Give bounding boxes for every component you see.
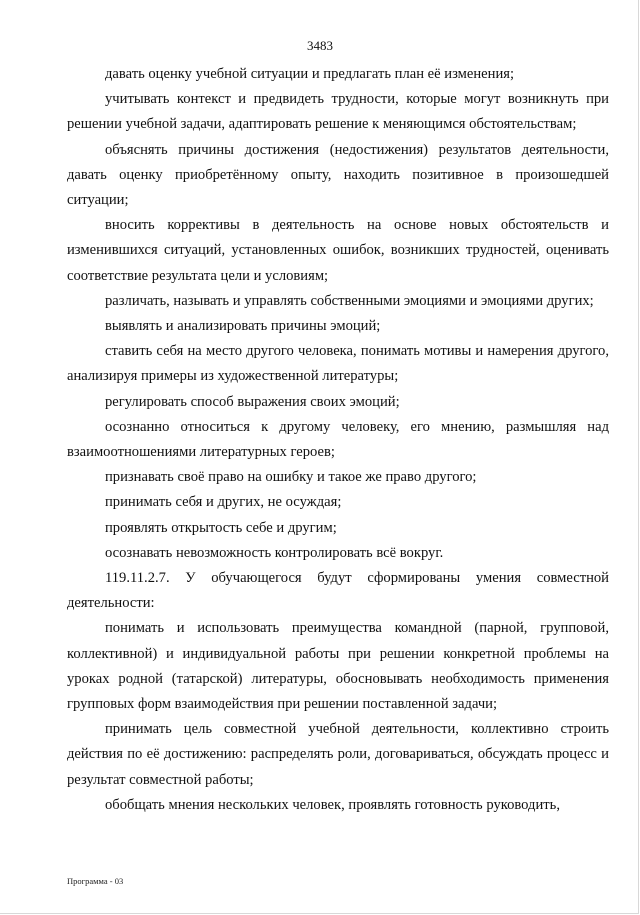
paragraph-10: признавать своё право на ошибку и такое же право другого; xyxy=(105,469,477,486)
paragraph-7: ставить себя на место другого человека, понимать мотивы и намерения другого, анализируя примеры из художественной литературы; xyxy=(67,343,609,385)
paragraph-11: принимать себя и других, не осуждая; xyxy=(105,494,342,511)
paragraph-16: принимать цель совместной учебной деятельности, коллективно строить действия по её достижению: распределять роли, договариваться, обсуждать процесс и результат совместной работы; xyxy=(67,721,609,788)
paragraph-3: объяснять причины достижения (недостижения) результатов деятельности, давать оценку приобретённому опыту, находить позитивное в произошедшей ситуации; xyxy=(67,141,609,209)
paragraph-13: осознавать невозможность контролировать всё вокруг. xyxy=(105,544,444,561)
paragraph-12: проявлять открытость себе и другим; xyxy=(105,519,337,536)
paragraph-15: понимать и использовать преимущества командной (парной, групповой, коллективной) и индивидуальной работы при решении конкретной проблемы на уроках родной (татарской) литературы, обосновывать необходимость применения групповых форм взаимодействия при решении поставленной задачи; xyxy=(67,620,609,713)
paragraph-8: регулировать способ выражения своих эмоций; xyxy=(105,393,400,410)
paragraph-2: учитывать контекст и предвидеть трудности, которые могут возникнуть при решении учебной задачи, адаптировать решение к меняющимся обстоятельствам; xyxy=(67,91,609,133)
page-footer: Программа - 03 xyxy=(67,876,124,886)
paragraph-9: осознанно относиться к другому человеку, его мнению, размышляя над взаимоотношениями литературных героев; xyxy=(67,418,609,461)
paragraph-17: обобщать мнения нескольких человек, проявлять готовность руководить, xyxy=(105,796,560,813)
paragraph-4: вносить коррективы в деятельность на основе новых обстоятельств и изменившихся ситуаций, установленных ошибок, возникших трудностей, оценивать соответствие результата цели и условиям; xyxy=(67,217,609,284)
document-body xyxy=(67,62,609,818)
paragraph-1: давать оценку учебной ситуации и предлагать план её изменения; xyxy=(105,66,515,82)
page-number: 3483 xyxy=(307,38,333,53)
paragraph-14: 119.11.2.7. У обучающегося будут сформированы умения совместной деятельности: xyxy=(67,570,609,612)
paragraph-6: выявлять и анализировать причины эмоций; xyxy=(105,318,381,335)
paragraph-5: различать, называть и управлять собственными эмоциями и эмоциями других; xyxy=(105,292,594,309)
